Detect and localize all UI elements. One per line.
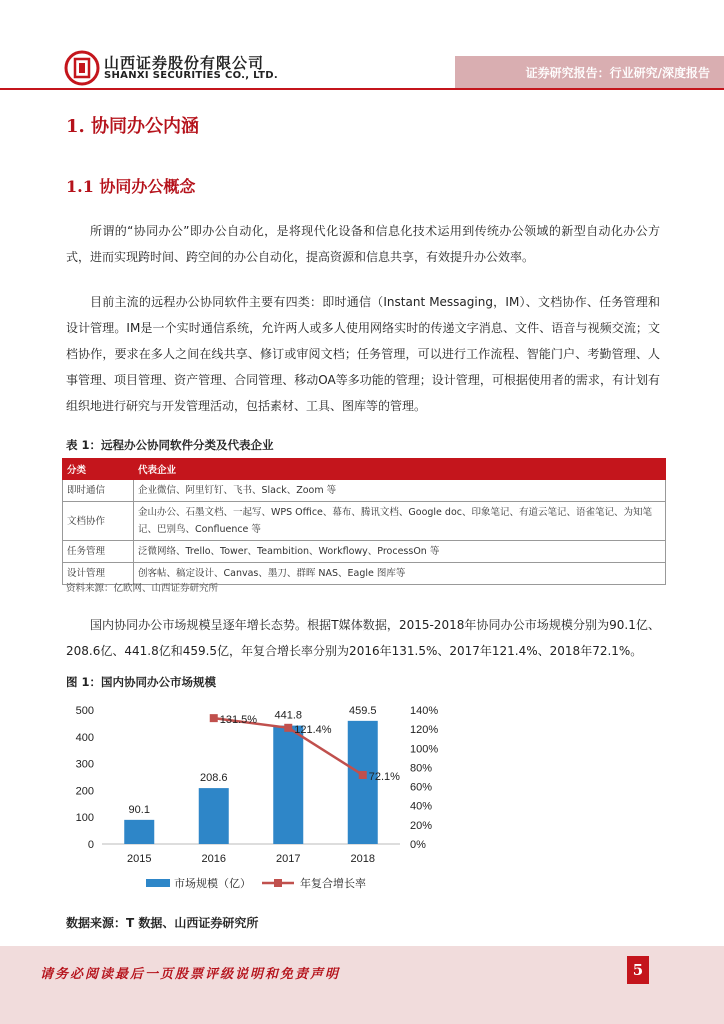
table-header-row — [63, 459, 666, 480]
legend-bar-swatch — [146, 879, 170, 887]
y-left-tick-label: 200 — [75, 785, 94, 798]
growth-rate-label: 131.5% — [219, 714, 258, 727]
table-header-companies: 代表企业 — [134, 459, 666, 480]
growth-rate-point — [284, 724, 292, 732]
software-table — [62, 458, 666, 585]
y-right-tick-label: 80% — [410, 762, 433, 775]
table-cell-companies: 泛微网络、Trello、Tower、Teambition、Workflowy、ProcessOn 等 — [134, 541, 666, 563]
table-cell-companies: 企业微信、阿里钉钉、飞书、Slack、Zoom 等 — [134, 480, 666, 502]
bar — [273, 726, 303, 844]
table-row — [63, 480, 666, 502]
table-row — [63, 502, 666, 541]
growth-rate-point — [359, 771, 367, 779]
figure-source: 数据来源：T 数据、山西证券研究所 — [66, 916, 259, 930]
report-type-label: 证券研究报告：行业研究/深度报告 — [525, 66, 710, 80]
table-cell-companies: 金山办公、石墨文档、一起写、WPS Office、幕布、腾讯文档、Google doc、印象笔记、有道云笔记、语雀笔记、为知笔记、巴别鸟、Confluence 等 — [134, 502, 666, 541]
bar-data-label: 208.6 — [199, 772, 228, 785]
bar-data-label: 459.5 — [348, 704, 377, 717]
header-divider — [0, 88, 724, 90]
legend-bar-label: 市场规模（亿） — [174, 878, 251, 890]
bar — [124, 820, 154, 844]
y-left-tick-label: 500 — [75, 705, 94, 717]
x-tick-label: 2015 — [127, 853, 152, 865]
y-right-tick-label: 40% — [410, 800, 433, 813]
x-tick-label: 2016 — [201, 853, 226, 865]
subsection-heading: 1.1 协同办公概念 — [66, 177, 196, 196]
y-right-tick-label: 60% — [410, 781, 433, 794]
legend-line-marker — [274, 879, 282, 887]
growth-rate-label: 72.1% — [368, 770, 400, 783]
x-tick-label: 2017 — [276, 853, 301, 865]
page-number: 5 — [627, 956, 649, 984]
table-cell-category: 设计管理 — [63, 563, 134, 585]
paragraph-definition: 所谓的“协同办公”即办公自动化，是将现代化设备和信息化技术运用到传统办公领域的新型自动化办公方式，进而实现跨时间、跨空间的办公自动化，提高资源和信息共享，有效提升办公效率。 — [66, 224, 660, 264]
y-right-tick-label: 20% — [410, 819, 433, 832]
table-cell-category: 即时通信 — [63, 480, 134, 502]
y-right-tick-label: 140% — [410, 705, 439, 717]
company-name-cn: 山西证券股份有限公司 — [104, 54, 265, 72]
bar-data-label: 90.1 — [128, 803, 150, 816]
table-caption: 表 1：远程办公协同软件分类及代表企业 — [66, 438, 274, 452]
y-right-tick-label: 100% — [410, 743, 439, 756]
table-cell-category: 文档协作 — [63, 502, 134, 541]
legend-line-label: 年复合增长率 — [300, 878, 366, 890]
paragraph-software-types: 目前主流的远程办公协同软件主要有四类：即时通信（Instant Messaging，IM）、文档协作、任务管理和设计管理。IM是一个实时通信系统，允许两人或多人使用网络实时的传递文字消息、文件、语音与视频交流；文档协作，要求在多人之间在线共享、修订或审阅文档；任务管理，可以进行工作流程、智能门户、考勤管理、人事管理、项目管理、资产管理、合同管理、移动OA等多功能的管理；设计管理，可根据使用者的需求，有计划有组织地进行研究与开发管理活动，包括素材、工具、图库等的管理。 — [66, 295, 660, 413]
table-source: 资料来源：亿欧网、山西证券研究所 — [66, 583, 219, 594]
figure-caption: 图 1：国内协同办公市场规模 — [66, 675, 217, 689]
section-heading: 1. 协同办公内涵 — [66, 116, 200, 137]
x-tick-label: 2018 — [350, 853, 375, 865]
y-left-tick-label: 100 — [75, 812, 94, 825]
footer-disclaimer: 请务必阅读最后一页股票评级说明和免责声明 — [40, 967, 341, 982]
bar — [199, 788, 229, 844]
y-right-tick-label: 0% — [410, 839, 426, 851]
table-cell-category: 任务管理 — [63, 541, 134, 563]
company-name-en: SHANXI SECURITIES CO., LTD. — [104, 70, 278, 81]
growth-rate-label: 121.4% — [294, 723, 332, 736]
footer-bar — [0, 946, 724, 1024]
bar-data-label: 441.8 — [274, 709, 303, 722]
y-right-tick-label: 120% — [410, 724, 439, 737]
table-cell-companies: 创客帖、稿定设计、Canvas、墨刀、群晖 NAS、Eagle 图库等 — [134, 563, 666, 585]
table-row — [63, 541, 666, 563]
table-header-category: 分类 — [63, 459, 134, 480]
y-left-tick-label: 0 — [87, 839, 94, 851]
company-logo-icon — [64, 50, 100, 86]
y-left-tick-label: 300 — [75, 758, 94, 771]
report-type-banner — [455, 56, 724, 88]
market-size-chart — [62, 696, 452, 902]
y-left-tick-label: 400 — [75, 731, 94, 744]
growth-rate-point — [210, 714, 218, 722]
paragraph-market-size: 国内协同办公市场规模呈逐年增长态势。根据T媒体数据，2015-2018年协同办公市场规模分别为90.1亿、208.6亿、441.8亿和459.5亿，年复合增长率分别为2016年131.5%、2017年121.4%、2018年72.1%。 — [66, 618, 660, 658]
